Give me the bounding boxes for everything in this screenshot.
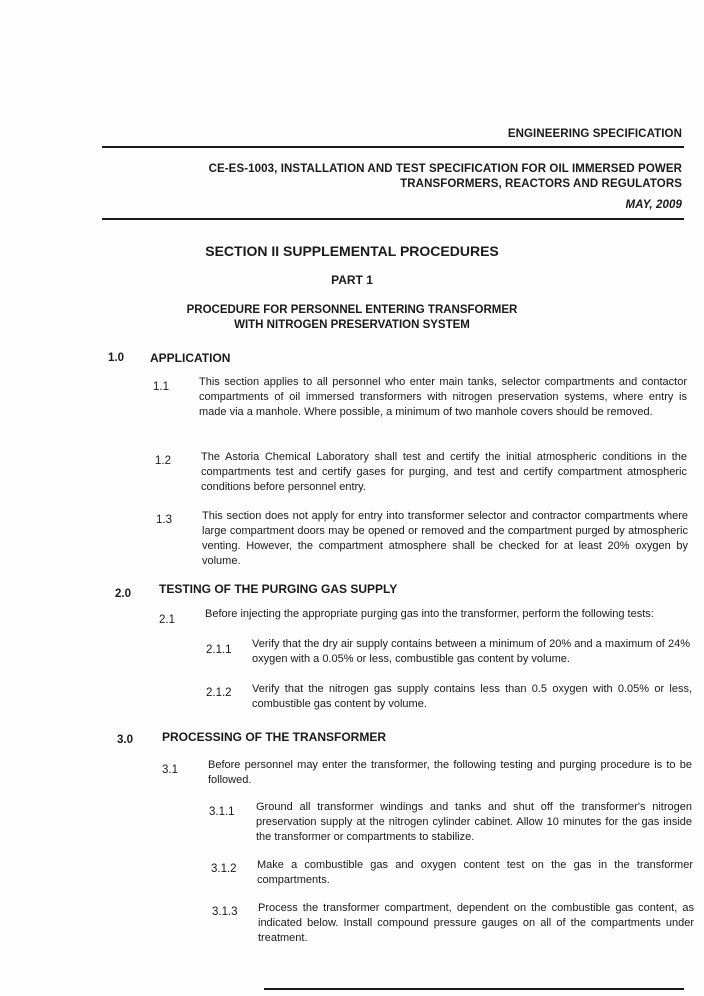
procedure-title-line-1: PROCEDURE FOR PERSONNEL ENTERING TRANSFORMER <box>186 304 518 316</box>
item-number: 2.1.2 <box>206 687 232 699</box>
section-title: TESTING OF THE PURGING GAS SUPPLY <box>159 582 398 596</box>
item-number: 3.1.2 <box>211 863 237 875</box>
item-text: The Astoria Chemical Laboratory shall test and certify the initial atmospheric conditions in the compartments test and certify gases for purging, and test and certify compartment atmospheric conditions before personnel entry. <box>201 451 687 493</box>
item-text: Process the transformer compartment, dependent on the combustible gas content, as indicated below. Install compound pressure gauges on all of the compartments under treatment. <box>258 902 694 944</box>
section-number: 2.0 <box>115 588 131 600</box>
item-text: Make a combustible gas and oxygen content test on the gas in the transformer compartments. <box>257 859 693 886</box>
section-title: PROCESSING OF THE TRANSFORMER <box>162 730 387 744</box>
procedure-title-line-2: WITH NITROGEN PRESERVATION SYSTEM <box>234 319 470 331</box>
item-text: Verify that the dry air supply contains between a minimum of 20% and a maximum of 24% oxygen with a 0.05% or less, combustible gas content by volume. <box>252 638 690 665</box>
section-title: APPLICATION <box>150 351 231 365</box>
spec-date: MAY, 2009 <box>625 199 682 211</box>
item-number: 2.1 <box>159 614 175 626</box>
footer-rule <box>264 988 684 990</box>
item-number: 3.1.3 <box>212 906 238 918</box>
item-text: Ground all transformer windings and tanks and shut off the transformer's nitrogen preservation supply at the nitrogen cylinder cabinet. Allow 10 minutes for the gas inside the transformer or compartments to stabilize. <box>256 801 692 843</box>
section-number: 3.0 <box>117 734 133 746</box>
item-text: Verify that the nitrogen gas supply contains less than 0.5 oxygen with 0.05% or less, combustible gas content by volume. <box>252 683 692 710</box>
section-number: 1.0 <box>108 352 124 364</box>
section-heading: SECTION II SUPPLEMENTAL PROCEDURES <box>205 243 499 259</box>
spec-title-line-1: CE-ES-1003, INSTALLATION AND TEST SPECIFICATION FOR OIL IMMERSED POWER <box>208 163 682 175</box>
item-number: 3.1 <box>162 764 178 776</box>
item-number: 1.3 <box>156 514 172 526</box>
item-number: 1.1 <box>153 381 169 393</box>
item-number: 2.1.1 <box>206 644 232 656</box>
item-number: 1.2 <box>155 455 171 467</box>
spec-title-line-2: TRANSFORMERS, REACTORS AND REGULATORS <box>400 178 682 190</box>
item-number: 3.1.1 <box>209 806 235 818</box>
item-text: Before injecting the appropriate purging gas into the transformer, perform the following tests: <box>205 608 654 620</box>
item-text: This section applies to all personnel who enter main tanks, selector compartments and contactor compartments of oil immersed transformers with nitrogen preservation systems, where entry is made via a manhole. Where possible, a minimum of two manhole covers should be removed. <box>199 376 687 418</box>
part-label: PART 1 <box>331 273 373 287</box>
item-text: Before personnel may enter the transformer, the following testing and purging procedure is to be followed. <box>208 759 692 786</box>
header-top-rule <box>102 146 684 148</box>
header-bottom-rule <box>102 218 684 220</box>
item-text: This section does not apply for entry into transformer selector and contractor compartments where large compartment doors may be opened or removed and the compartment purged by atmospheric venting. However, the compartment atmosphere shall be checked for at least 20% oxygen by volume. <box>202 510 688 567</box>
spec-label: ENGINEERING SPECIFICATION <box>507 128 682 140</box>
